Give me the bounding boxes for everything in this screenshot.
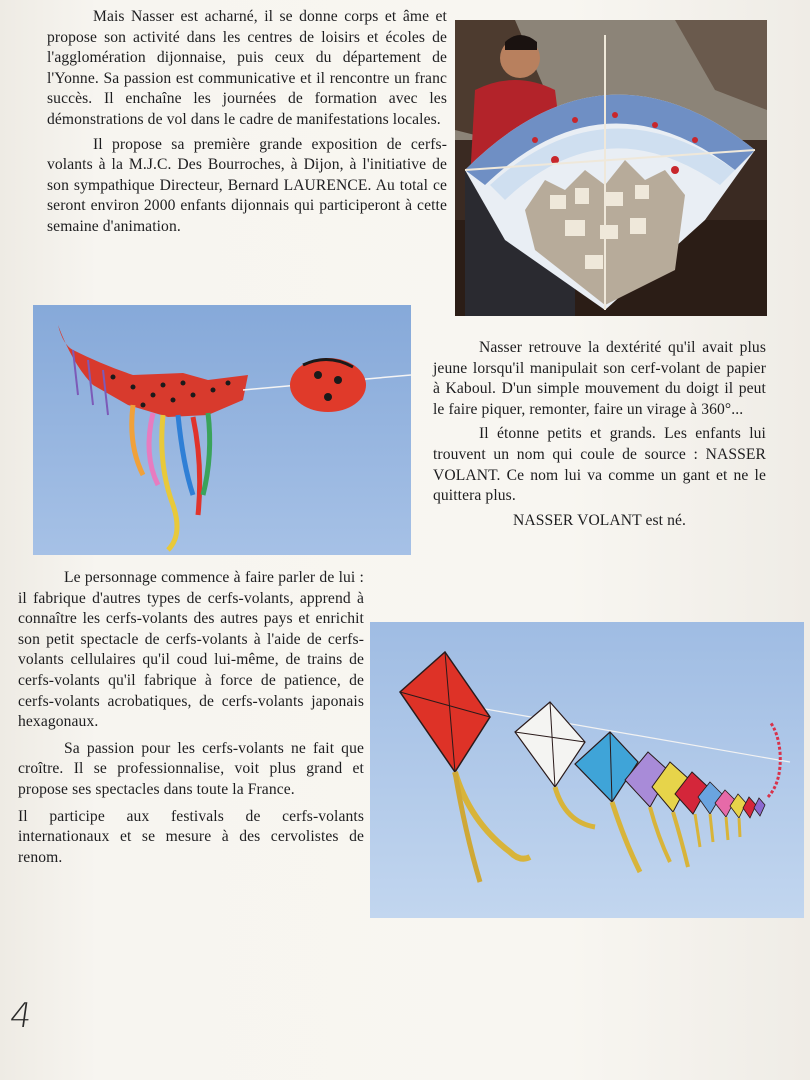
photo-kite-train [370, 622, 804, 918]
paragraph-7: Sa passion pour les cerfs-volants ne fait que croître. Il se professionnalise, voit plus grand et propose ses spectacles dans toute la France. [18, 739, 364, 798]
text-block-top [47, 7, 447, 238]
paragraph-1: Mais Nasser est acharné, il se donne corps et âme et propose son activité dans les centres de loisirs et écoles de l'agglomération dijonnaise, puis ceux du département de l'Yonne. Sa passion est communicative et il rencontre un franc succès. Il enchaîne les journées de formation avec les démonstrations de vol dans le cadre de manifestations locales. [47, 8, 447, 128]
page-number: 4 [7, 996, 35, 1036]
photo-dragon-kite [33, 305, 411, 555]
text-block-middle [433, 338, 766, 531]
paragraph-8: Il participe aux festivals de cerfs-volants internationaux et se mesure à des cervolistes de renom. [18, 807, 364, 866]
paragraph-3: Nasser retrouve la dextérité qu'il avait plus jeune lorsqu'il manipulait son cerf-volant de papier à Kaboul. D'un simple mouvement du doigt il peut le faire piquer, remonter, faire un virage à 360°... [433, 339, 766, 418]
text-block-bottom [18, 568, 364, 868]
paragraph-5: NASSER VOLANT est né. [512, 511, 687, 529]
paragraph-4: Il étonne petits et grands. Les enfants lui trouvent un nom qui coule de source : NASSER VOLANT. Ce nom lui va comme un gant et ne le quittera plus. [433, 425, 766, 505]
photo-man-with-kite [455, 20, 767, 316]
paragraph-6: Le personnage commence à faire parler de lui : il fabrique d'autres types de cerfs-volants, apprend à connaître les cerfs-volants des autres pays et enrichit son petit spectacle de cerfs-volants à l'aide de cerfs-volants cellulaires qu'il coud lui-même, de trains de cerfs-volants qu'il fabrique à force de patience, de cerfs-volants acrobatiques, de cerfs-volants japonais hexagonaux. [18, 569, 364, 731]
paragraph-2: Il propose sa première grande exposition de cerfs-volants à la M.J.C. Des Bourroches, à Dijon, à l'initiative de son sympathique Directeur, Bernard LAURENCE. Au total ce seront environ 2000 enfants dijonnais qui participeront à cette semaine d'animation. [47, 135, 447, 235]
